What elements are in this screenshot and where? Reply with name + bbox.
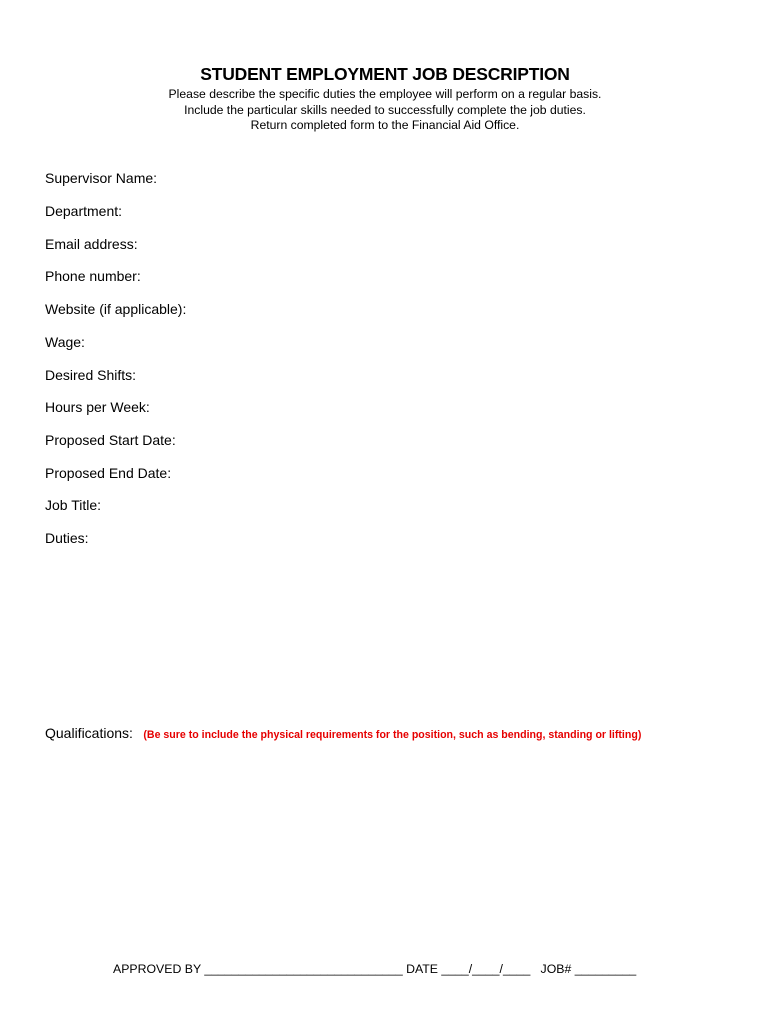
instruction-line: Return completed form to the Financial Aid Office. [250,118,520,132]
qualifications-label: Qualifications: [45,725,133,741]
form-title: STUDENT EMPLOYMENT JOB DESCRIPTION [200,64,570,84]
proposed-end-date-label: Proposed End Date: [45,465,172,481]
instruction-line: Please describe the specific duties the employee will perform on a regular basis. [168,87,602,101]
approval-line: APPROVED BY _____________________________ DATE ____/____/____ JOB# _________ [113,962,637,976]
qualifications-row [45,725,641,743]
wage-label: Wage: [45,334,85,350]
hours-per-week-label: Hours per Week: [45,399,150,415]
instruction-line: Include the particular skills needed to successfully complete the job duties. [184,102,586,117]
website-label: Website (if applicable): [45,301,187,317]
proposed-start-date-label: Proposed Start Date: [45,432,176,448]
email-address-label: Email address: [45,236,138,252]
job-title-label: Job Title: [45,497,102,513]
form-instructions [0,87,770,134]
supervisor-name-label: Supervisor Name: [45,170,158,186]
phone-number-label: Phone number: [45,268,141,284]
department-label: Department: [45,203,123,219]
qualifications-note: (Be sure to include the physical requirements for the position, such as bending, standing or lifting) [143,729,642,741]
desired-shifts-label: Desired Shifts: [45,367,137,383]
duties-label: Duties: [45,530,89,546]
